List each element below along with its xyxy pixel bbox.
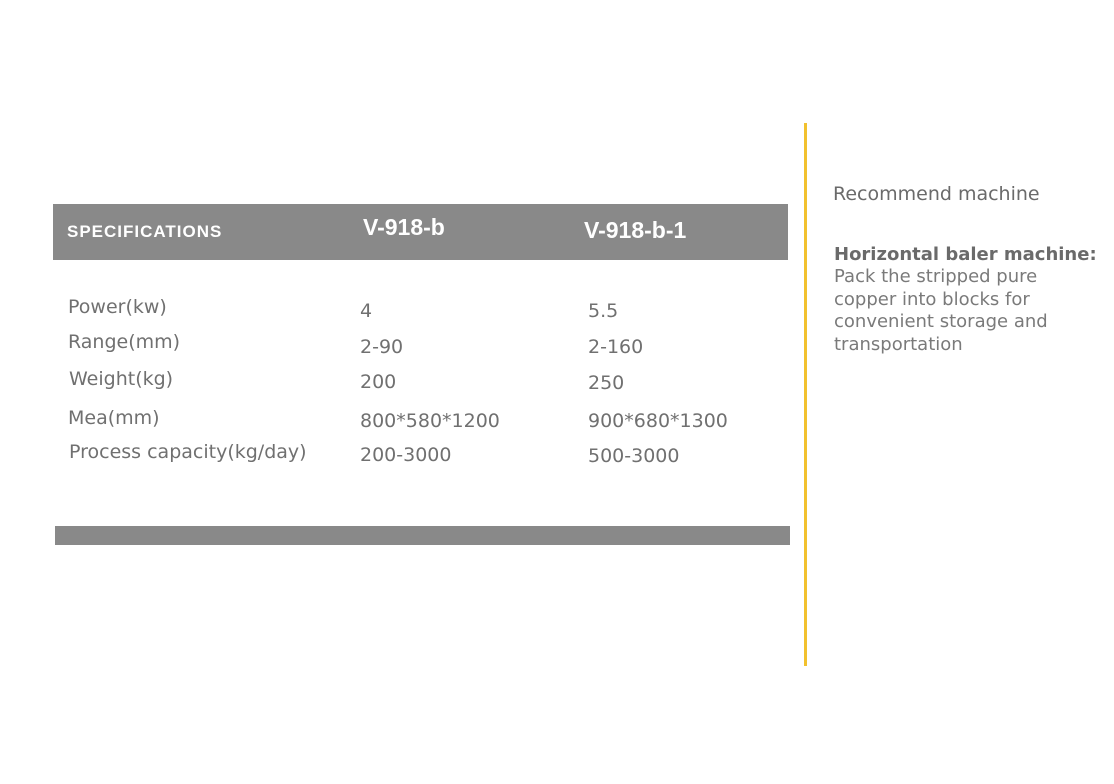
- model-2-value: 900*680*1300: [588, 410, 728, 432]
- model-2-value: 2-160: [588, 336, 644, 358]
- model-2-value: 250: [588, 372, 625, 394]
- spec-header-bar: [53, 204, 788, 260]
- model-2-value: 5.5: [588, 300, 619, 322]
- model-2-heading: V-918-b-1: [584, 217, 687, 243]
- spec-row-capacity: [0, 441, 790, 471]
- model-1-value: 2-90: [360, 336, 404, 358]
- specifications-heading: SPECIFICATIONS: [67, 222, 223, 241]
- model-1-heading: V-918-b: [363, 214, 445, 240]
- model-1-value: 800*580*1200: [360, 410, 500, 432]
- machine-description: Pack the stripped pure copper into blocks for convenient storage and transportation: [834, 266, 1048, 355]
- model-1-value: 4: [360, 300, 373, 322]
- machine-heading: Horizontal baler machine:: [834, 244, 1097, 265]
- model-2-value: 500-3000: [588, 445, 680, 467]
- recommend-title: Recommend machine: [833, 183, 1040, 205]
- row-label: Mea(mm): [68, 407, 160, 429]
- model-1-value: 200-3000: [360, 444, 452, 466]
- model-1-value: 200: [360, 371, 397, 393]
- spec-footer-bar: [55, 526, 790, 545]
- spec-row-measurement: [0, 407, 790, 437]
- spec-row-power: [0, 296, 790, 326]
- row-label: Power(kw): [68, 296, 167, 318]
- row-label: Range(mm): [68, 331, 181, 353]
- spec-row-range: [0, 331, 790, 361]
- spec-row-weight: [0, 368, 790, 398]
- accent-divider: [804, 123, 807, 666]
- row-label: Weight(kg): [69, 368, 174, 390]
- row-label: Process capacity(kg/day): [69, 441, 307, 463]
